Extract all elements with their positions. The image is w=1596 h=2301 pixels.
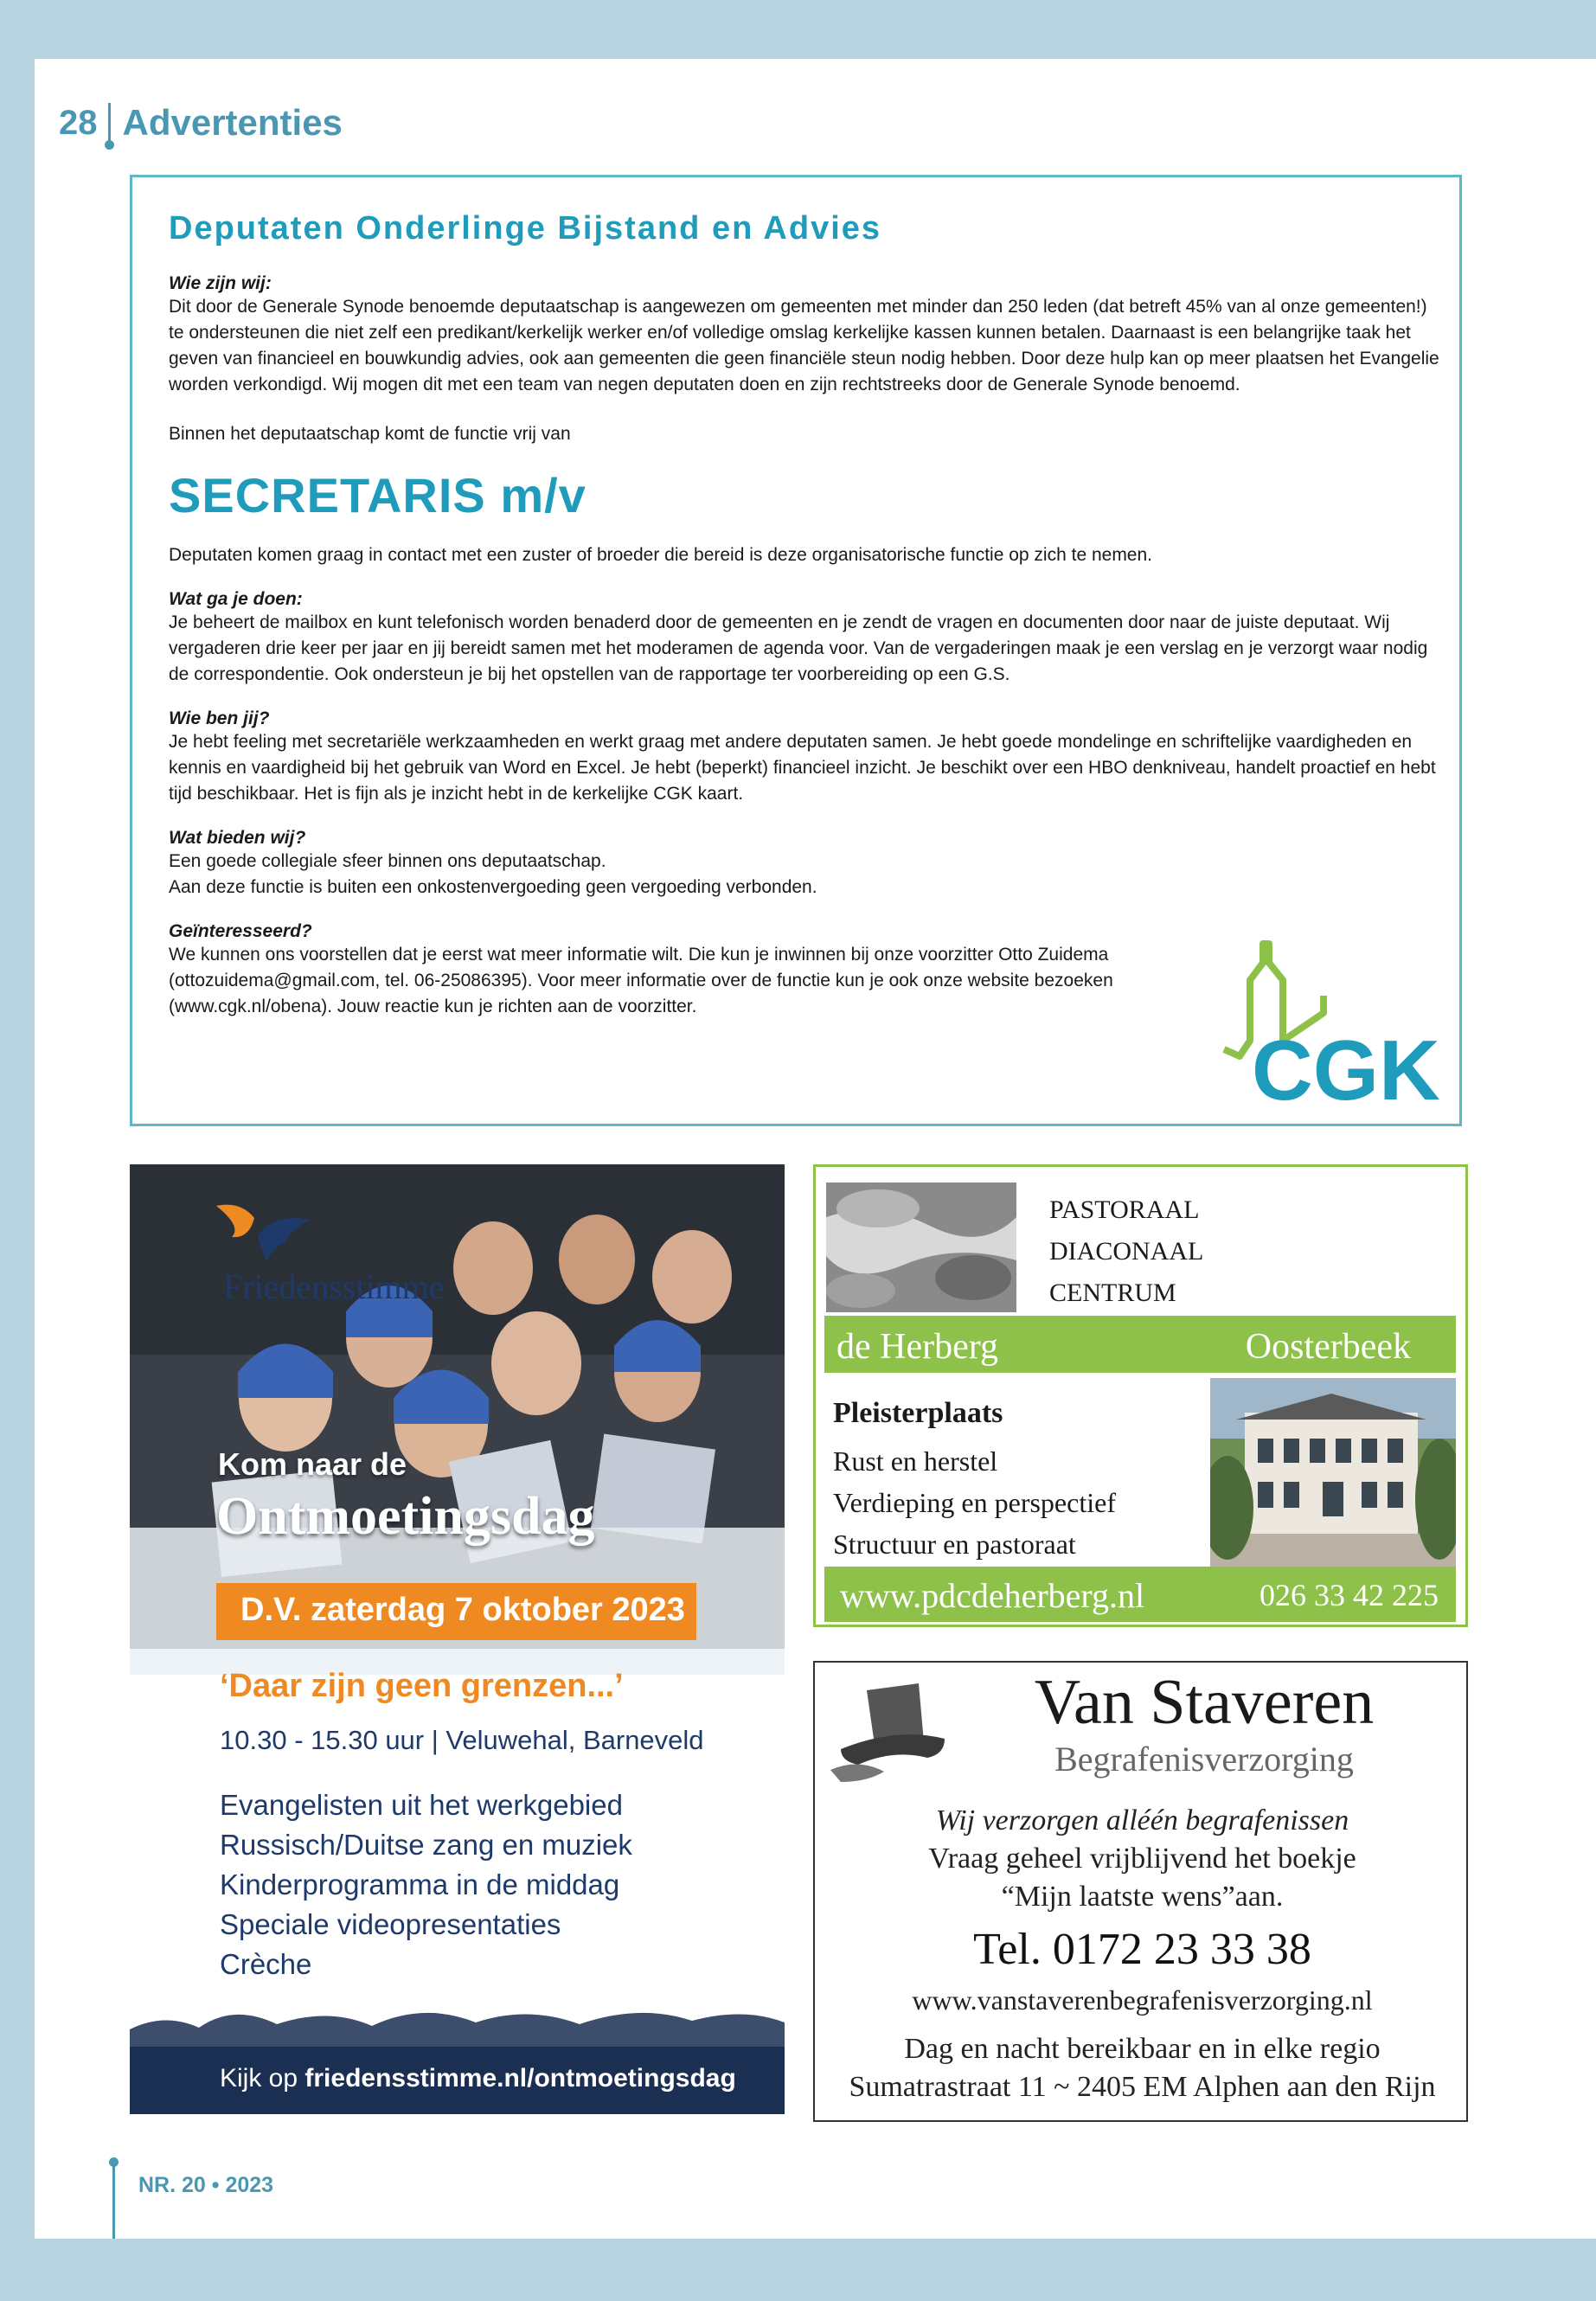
offer-line-2: Aan deze functie is buiten een onkostenvergoeding geen vergoeding verbonden. [169,877,817,897]
list-item: Speciale videopresentaties [220,1908,561,1940]
pleisterplaats-heading: Pleisterplaats [833,1397,1003,1429]
list-item: Structuur en pastoraat [833,1529,1076,1560]
friedensstimme-footer [130,2047,785,2114]
center-line: CENTRUM [1049,1279,1176,1307]
staveren-tagline: Wij verzorgen alléén begrafenissen [935,1804,1349,1836]
who-text: Dit door de Generale Synode benoemde deputaatschap is aangewezen om gemeenten met minder dan 250 leden (dat betreft 45% van al onze gemeenten!) te ondersteunen die niet zelf een predikant/kerkelijk werker en/of volledige omslag kerkelijke kassen kunnen betalen. Daarnaast is een belangrijke taak het geven van financieel en bouwkundig advies, ook aan gemeenten die geen financiële steun nodig hebben. Door deze hulp kan op meer plaatsen het Evangelie worden verkondigd. Wij mogen dit met een team van negen deputaten doen en zijn rechtstreeks door de Generale Synode benoemd. [169,297,1439,394]
offer-line-1: Een goede collegiale sfeer binnen ons deputaatschap. [169,851,606,871]
cgk-logo [1215,937,1458,1110]
list-item: Verdieping en perspectief [833,1487,1116,1518]
friedensstimme-brand: Friedensstimme [223,1267,445,1306]
who-heading: Wie zijn wij: [169,273,272,293]
do-text: Je beheert de mailbox en kunt telefonisch worden benaderd door de gemeenten en je zendt de vragen en documenten door naar de juiste deputaat. Wij vergaderen drie keer per jaar en jij bereidt samen met het moderamen de agenda voor. Van de vergaderingen maak je een verslag en je verzorgt waar nodig de correspondentie. Ook ondersteun je bij het opstellen van de rapportage ter voorbereiding op een G.S. [169,612,1428,684]
ontmoetingsdag-title: Ontmoetingsdag [216,1487,595,1546]
kom-naar-de: Kom naar de [218,1446,407,1482]
section-title: Advertenties [122,102,343,143]
page-number: 28 [59,103,98,142]
staveren-name: Van Staveren [1034,1667,1375,1738]
herberg-location: Oosterbeek [1245,1327,1411,1367]
footer-rule [112,2163,115,2239]
house-photo [1210,1378,1456,1568]
vacancy-title: SECRETARIS m/v [169,468,586,522]
date-banner [216,1583,696,1640]
event-date: D.V. zaterdag 7 oktober 2023 [240,1592,685,1628]
program-list [220,1785,632,1984]
intro-line: Binnen het deputaatschap komt de functie vrij van [169,424,571,444]
staveren-line-1: Vraag geheel vrijblijvend het boekje [928,1843,1356,1875]
ad-title: Deputaten Onderlinge Bijstand en Advies [169,210,882,247]
centrum-label [1049,1189,1203,1314]
staveren-line-3: Dag en nacht bereikbaar en in elke regio [904,2033,1381,2065]
list-item: Russisch/Duitse zang en muziek [220,1829,632,1861]
list-item: Crèche [220,1948,312,1980]
vacancy-text: Deputaten komen graag in contact met een zuster of broeder die bereid is deze organisatorische functie op zich te nemen. [169,545,1153,565]
interested-text: We kunnen ons voorstellen dat je eerst wat meer informatie wilt. Die kun je inwinnen bij onze voorzitter Otto Zuidema (ottozuidema@gmail.com, tel. 06-25086395). Voor meer informatie over de functie kun je ook onze website bezoeken (www.cgk.nl/obena). Jouw reactie kun je richten aan de voorzitter. [169,945,1113,1016]
footer-website [220,2064,736,2093]
staveren-line-2: “Mijn laatste wens”aan. [1001,1881,1284,1913]
deputaten-advertisement [130,175,1462,1126]
staveren-subtitle: Begrafenisverzorging [1054,1740,1354,1779]
event-slogan: ‘Daar zijn geen grenzen...’ [220,1668,624,1704]
center-line: PASTORAAL [1049,1195,1200,1224]
river-rocks-photo [826,1183,1016,1312]
header-divider [108,103,111,143]
herberg-contact-bar [824,1567,1456,1622]
you-text: Je hebt feeling met secretariële werkzaamheden en werkt graag met andere deputaten samen. Je hebt goede mondelinge en schriftelijke vaardigheden en kennis en vaardigheid bij het gebruik van Word en Excel. Je hebt (beperkt) financieel inzicht. Je beschikt over een HBO denkniveau, handelt proactief en hebt tijd beschikbaar. Het is fijn als je inzicht hebt in de kerkelijke CGK kaart. [169,732,1436,804]
staveren-advertisement [813,1661,1468,2122]
staveren-address: Sumatrastraat 11 ~ 2405 EM Alphen aan den Rijn [849,2071,1436,2103]
cgk-logo-text: CGK [1252,1022,1440,1110]
do-heading: Wat ga je doen: [169,589,303,609]
top-hat-icon [824,1675,953,1787]
issue-number: NR. 20 • 2023 [138,2173,274,2197]
page-header [59,97,343,149]
list-item: Evangelisten uit het werkgebied [220,1789,623,1821]
footer-prefix: Kijk op [220,2064,298,2093]
herberg-advertisement [813,1164,1468,1627]
interested-heading: Geïnteresseerd? [169,921,312,941]
offer-heading: Wat bieden wij? [169,828,306,848]
herberg-name: de Herberg [836,1327,998,1367]
center-line: DIACONAAL [1049,1237,1204,1266]
friedensstimme-advertisement [130,1164,785,2114]
herberg-website[interactable]: www.pdcdeherberg.nl [840,1576,1145,1615]
herberg-list [833,1440,1116,1565]
herberg-phone: 026 33 42 225 [1259,1578,1439,1612]
you-heading: Wie ben jij? [169,708,270,728]
event-time-location: 10.30 - 15.30 uur | Veluwehal, Barneveld [220,1725,704,1755]
footer-link: friedensstimme.nl/ontmoetingsdag [304,2064,736,2093]
staveren-phone: Tel. 0172 23 33 38 [973,1925,1311,1974]
list-item: Rust en herstel [833,1445,998,1477]
list-item: Kinderprogramma in de middag [220,1868,620,1900]
staveren-website[interactable]: www.vanstaverenbegrafenisverzorging.nl [912,1984,1373,2016]
friedensstimme-dove-icon [215,1201,318,1270]
herberg-name-bar [824,1316,1456,1373]
